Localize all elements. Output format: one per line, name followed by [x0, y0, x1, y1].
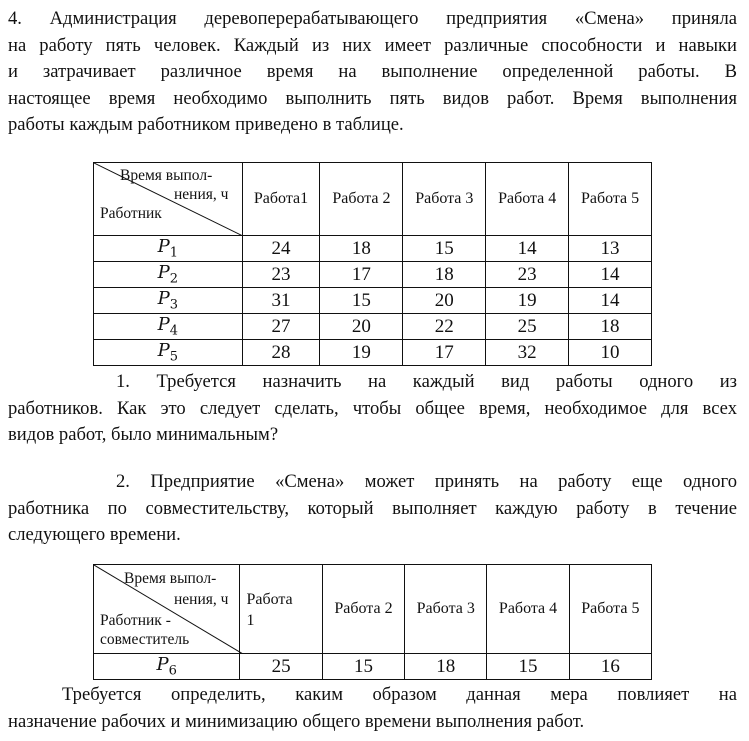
column-header: Работа 4	[487, 565, 569, 654]
table-corner-cell	[94, 565, 240, 654]
question-1-line: 1. Требуется назначить на каждый вид работы одного из	[116, 371, 737, 392]
time-cell: 32	[486, 340, 569, 366]
time-cell: 14	[569, 262, 652, 288]
column-header: Работа 1	[240, 565, 322, 654]
table-row	[94, 340, 652, 366]
table-header-row	[94, 163, 652, 236]
table-row	[94, 654, 652, 680]
time-cell: 15	[322, 654, 404, 680]
column-header: Работа 5	[569, 565, 651, 654]
question-2-paragraph	[8, 469, 737, 549]
intro-line: на работу пять человек. Каждый из них имеет различные способности и навыки	[8, 34, 737, 56]
time-cell: 15	[487, 654, 569, 680]
worker-cell: $P_1$	[94, 236, 243, 262]
conclusion-line: назначение рабочих и минимизацию общего времени выполнения работ.	[8, 710, 585, 732]
column-header: Работа 2	[320, 163, 403, 236]
time-cell: 13	[569, 236, 652, 262]
table-row	[94, 262, 652, 288]
intro-paragraph	[8, 6, 737, 139]
worker-cell: $P_3$	[94, 288, 243, 314]
intro-line: и затрачивает различное время на выполнение определенной работы. В	[8, 61, 737, 83]
worker-cell: $P_2$	[94, 262, 243, 288]
time-cell: 18	[320, 236, 403, 262]
time-cell: 18	[405, 654, 487, 680]
time-cell: 31	[242, 288, 320, 314]
corner-label-bottom: Работник -	[100, 612, 171, 629]
column-header: Работа 3	[405, 565, 487, 654]
time-cell: 20	[403, 288, 486, 314]
question-1-line: работников. Как это следует сделать, чтобы общее время, необходимое для всех	[8, 397, 737, 419]
time-cell: 15	[403, 236, 486, 262]
table-header-row	[94, 565, 652, 654]
question-1-paragraph	[8, 369, 737, 449]
table-row	[94, 314, 652, 340]
time-cell: 14	[569, 288, 652, 314]
time-cell: 18	[569, 314, 652, 340]
time-cell: 23	[486, 262, 569, 288]
time-cell: 14	[486, 236, 569, 262]
question-2-line: работника по совместительству, который выполняет каждую работу в течение	[8, 497, 737, 519]
time-cell: 19	[486, 288, 569, 314]
time-cell: 17	[403, 340, 486, 366]
corner-label-bottom-2: совместитель	[100, 631, 190, 648]
time-cell: 24	[242, 236, 320, 262]
worker-cell: $P_5$	[94, 340, 243, 366]
time-cell: 19	[320, 340, 403, 366]
time-cell: 17	[320, 262, 403, 288]
worker-cell: $P_6$	[94, 654, 240, 680]
time-cell: 16	[569, 654, 651, 680]
column-header: Работа 5	[569, 163, 652, 236]
work-time-table	[93, 162, 652, 366]
table-row	[94, 236, 652, 262]
question-2-line: 2. Предприятие «Смена» может принять на работу еще одного	[116, 471, 737, 492]
time-cell: 25	[486, 314, 569, 340]
table-corner-cell	[94, 163, 243, 236]
time-cell: 25	[240, 654, 322, 680]
question-1-line: видов работ, было минимальным?	[8, 424, 279, 446]
column-header: Работа 3	[403, 163, 486, 236]
column-header: Работа 2	[322, 565, 404, 654]
time-cell: 27	[242, 314, 320, 340]
time-cell: 28	[242, 340, 320, 366]
time-cell: 20	[320, 314, 403, 340]
corner-label-top: Время выпол-	[120, 167, 213, 184]
intro-line: 4. Администрация деревоперерабатывающего предприятия «Смена» приняла	[8, 8, 737, 29]
part-time-worker-table	[93, 564, 652, 680]
column-header: Работа1	[242, 163, 320, 236]
time-cell: 22	[403, 314, 486, 340]
intro-line: настоящее время необходимо выполнить пять видов работ. Время выполнения	[8, 87, 737, 109]
time-cell: 10	[569, 340, 652, 366]
intro-line: работы каждым работником приведено в таблице.	[8, 114, 404, 136]
corner-label-mid: нения, ч	[174, 186, 229, 203]
column-header: Работа 4	[486, 163, 569, 236]
table-row	[94, 288, 652, 314]
corner-label-top: Время выпол-	[124, 570, 217, 587]
conclusion-line: Требуется определить, каким образом данная мера повлияет на	[62, 684, 737, 705]
corner-label-mid: нения, ч	[174, 591, 229, 608]
conclusion-paragraph	[8, 682, 737, 735]
question-2-line: следующего времени.	[8, 524, 181, 546]
corner-label-bottom: Работник	[100, 205, 162, 222]
time-cell: 15	[320, 288, 403, 314]
time-cell: 23	[242, 262, 320, 288]
worker-cell: $P_4$	[94, 314, 243, 340]
time-cell: 18	[403, 262, 486, 288]
